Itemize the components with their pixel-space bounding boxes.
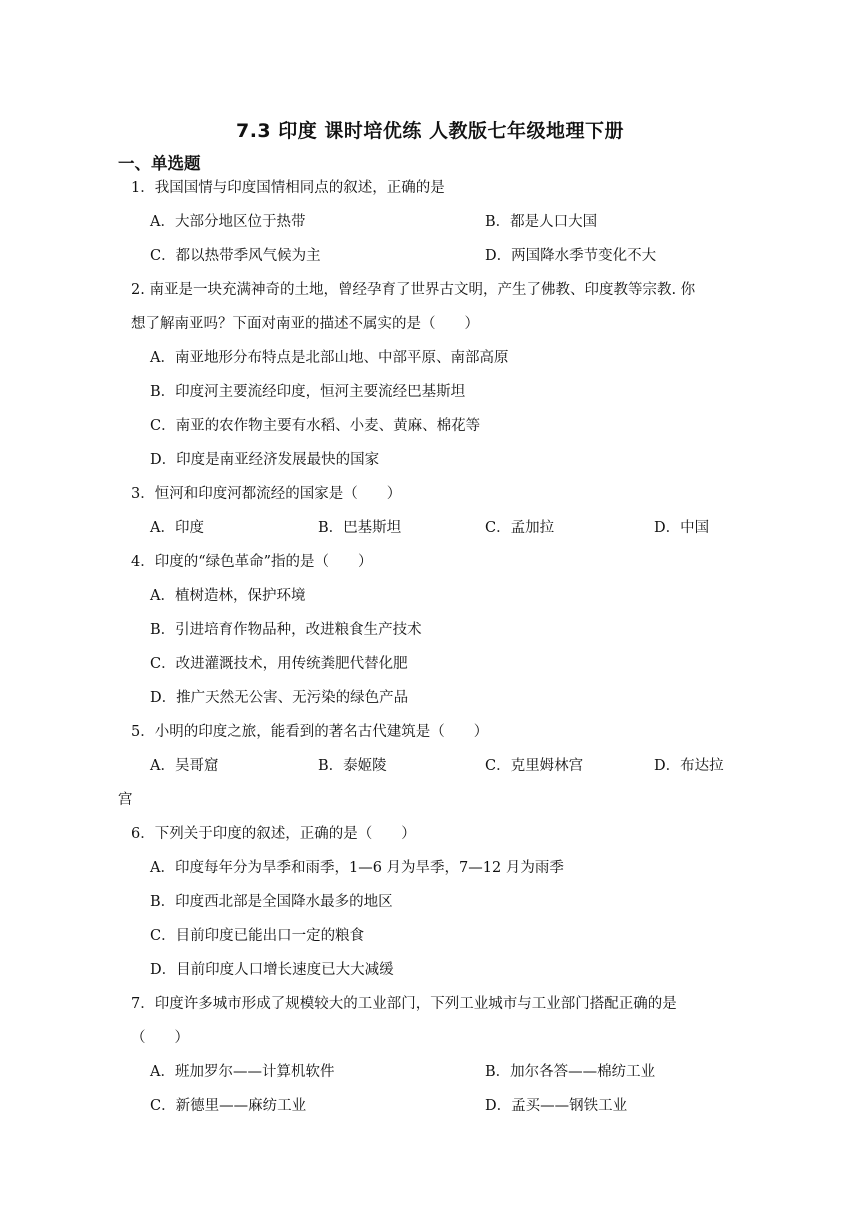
question-4-stem: 4．印度的“绿色革命”指的是（ ） — [131, 554, 373, 570]
section-heading: 一、单选题 — [118, 154, 201, 173]
question-2-option-b: B．印度河主要流经印度，恒河主要流经巴基斯坦 — [150, 384, 466, 400]
question-1-option-d: D．两国降水季节变化不大 — [485, 248, 657, 264]
question-6-stem: 6．下列关于印度的叙述，正确的是（ ） — [131, 826, 416, 842]
question-6-option-b: B．印度西北部是全国降水最多的地区 — [150, 894, 393, 910]
question-2-option-d: D．印度是南亚经济发展最快的国家 — [150, 452, 380, 468]
question-4-option-c: C．改进灌溉技术，用传统粪肥代替化肥 — [150, 656, 408, 672]
question-6-option-c: C．目前印度已能出口一定的粮食 — [150, 928, 365, 944]
question-7-option-a: A．班加罗尔——计算机软件 — [150, 1064, 335, 1080]
question-7-stem-line2: （ ） — [131, 1030, 189, 1046]
question-5-option-c: C．克里姆林宫 — [485, 758, 584, 774]
question-5-option-a: A．吴哥窟 — [150, 758, 219, 774]
question-4-option-d: D．推广天然无公害、无污染的绿色产品 — [150, 690, 409, 706]
question-4-option-a: A．植树造林，保护环境 — [150, 588, 306, 604]
question-4-option-b: B．引进培育作物品种，改进粮食生产技术 — [150, 622, 422, 638]
question-6-option-a: A．印度每年分为旱季和雨季，1—6 月为旱季，7—12 月为雨季 — [150, 860, 564, 876]
question-3-option-d: D．中国 — [654, 520, 710, 536]
question-3-option-a: A．印度 — [150, 520, 204, 536]
question-5-option-d-wrap: 宫 — [118, 792, 133, 808]
question-7-stem-line1: 7．印度许多城市形成了规模较大的工业部门，下列工业城市与工业部门搭配正确的是 — [131, 996, 677, 1012]
question-2-stem-line2: 想了解南亚吗？下面对南亚的描述不属实的是（ ） — [131, 316, 479, 332]
question-1-option-b: B．都是人口大国 — [485, 214, 598, 230]
question-3-stem: 3．恒河和印度河都流经的国家是（ ） — [131, 486, 402, 502]
question-1-option-c: C．都以热带季风气候为主 — [150, 248, 321, 264]
question-2-option-a: A．南亚地形分布特点是北部山地、中部平原、南部高原 — [150, 350, 509, 366]
question-1-option-a: A．大部分地区位于热带 — [150, 214, 306, 230]
question-1-stem: 1．我国国情与印度国情相同点的叙述，正确的是 — [131, 180, 445, 196]
question-5-option-d: D．布达拉 — [654, 758, 724, 774]
question-7-option-b: B．加尔各答——棉纺工业 — [485, 1064, 656, 1080]
question-6-option-d: D．目前印度人口增长速度已大大减缓 — [150, 962, 394, 978]
question-7-option-d: D．孟买——钢铁工业 — [485, 1098, 628, 1114]
question-3-option-b: B．巴基斯坦 — [318, 520, 402, 536]
document-title: 7.3 印度 课时培优练 人教版七年级地理下册 — [235, 120, 624, 142]
question-5-stem: 5．小明的印度之旅，能看到的著名古代建筑是（ ） — [131, 724, 489, 740]
question-2-stem-line1: 2. 南亚是一块充满神奇的土地，曾经孕育了世界古文明，产生了佛教、印度教等宗教. 你 — [131, 282, 696, 298]
question-7-option-c: C．新德里——麻纺工业 — [150, 1098, 307, 1114]
question-5-option-b: B．泰姬陵 — [318, 758, 387, 774]
question-2-option-c: C．南亚的农作物主要有水稻、小麦、黄麻、棉花等 — [150, 418, 481, 434]
question-3-option-c: C．孟加拉 — [485, 520, 555, 536]
